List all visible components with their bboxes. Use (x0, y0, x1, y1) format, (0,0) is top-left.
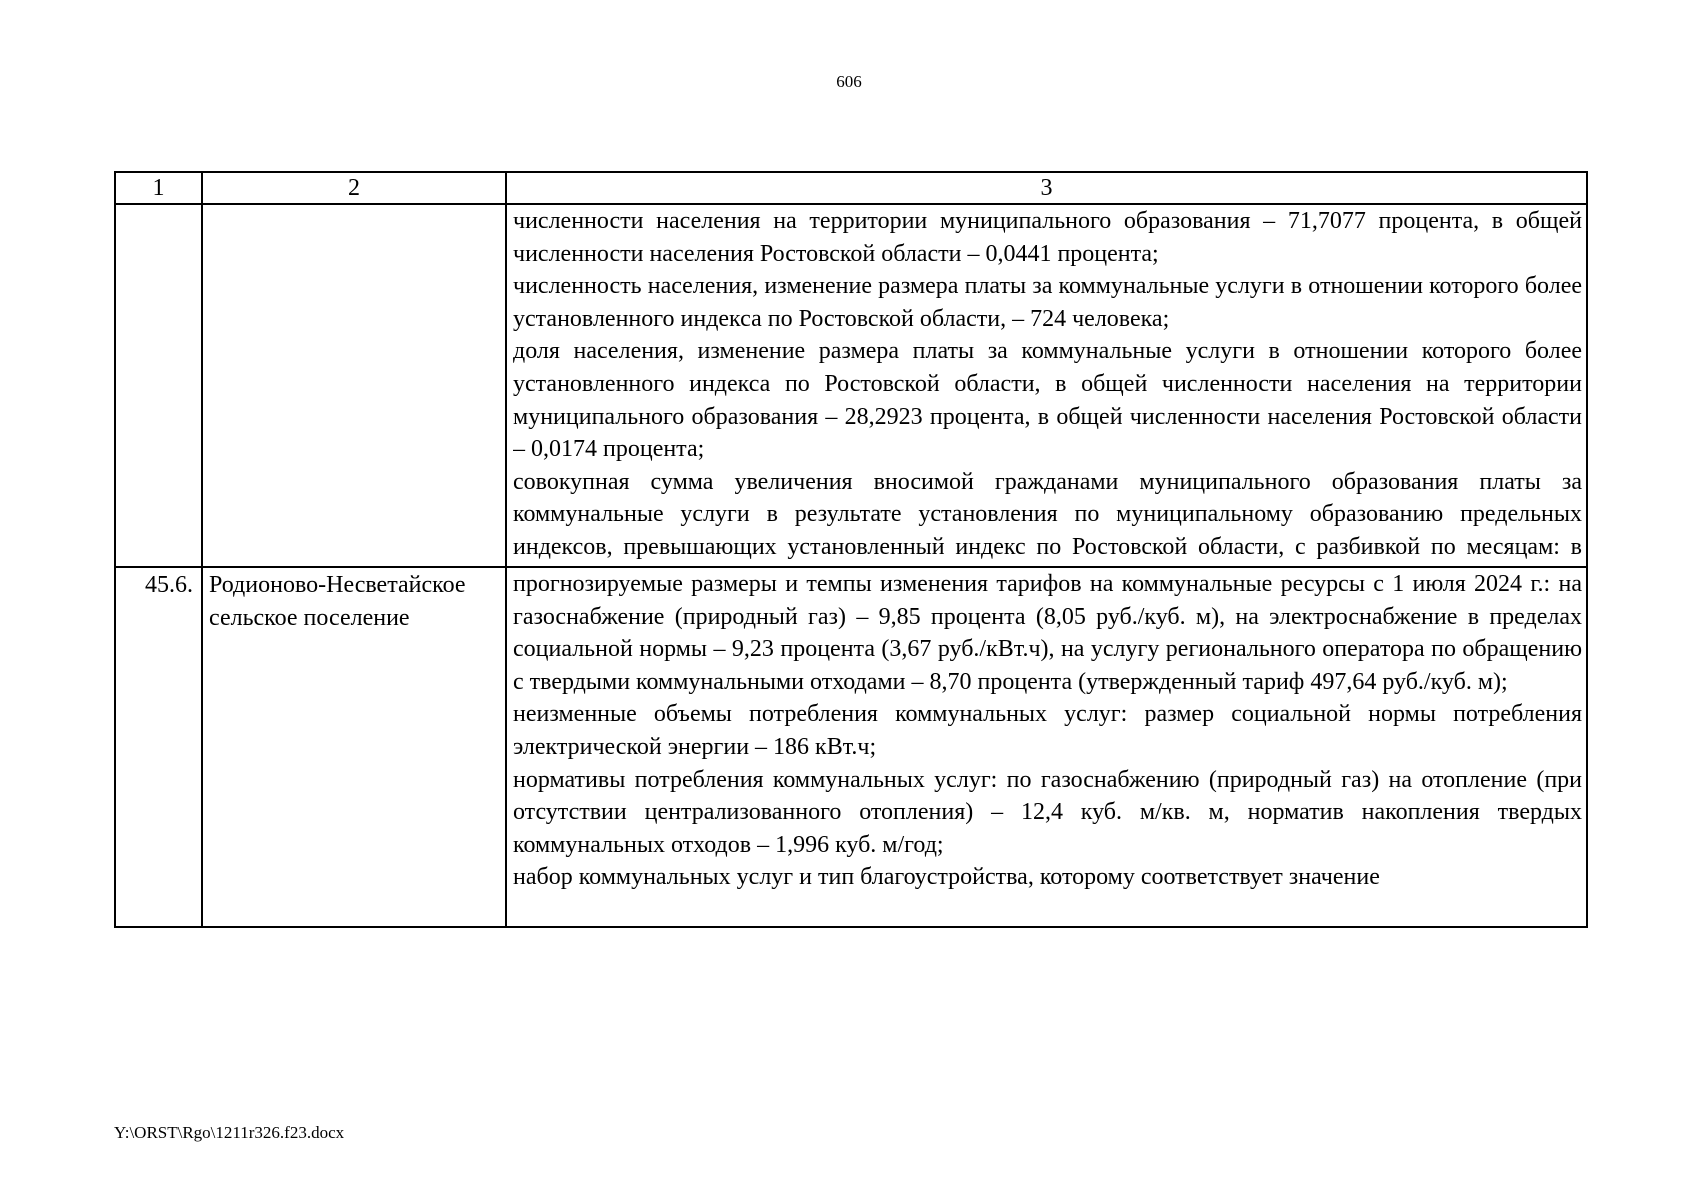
tariff-table (114, 171, 1588, 928)
page-number: 606 (836, 72, 862, 91)
description-paragraph: набор коммунальных услуг и тип благоустройства, которому соответствует значение (513, 864, 1380, 891)
description-content (513, 568, 1582, 926)
description-content (513, 205, 1582, 566)
settlement-name-cell (202, 204, 506, 567)
settlement-name-cell: Родионово-Несветайское сельское поселение (202, 567, 506, 927)
description-paragraph: доля населения, изменение размера платы за коммунальные услуги в отношении которого более установленного индекса по Ростовской области, в общей численности населения на территории муниципального образования – 28,2923 процента, в общей численности населения Ростовской области – 0,0174 процента; (513, 338, 1582, 463)
description-cell (506, 204, 1587, 567)
description-paragraph: нормативы потребления коммунальных услуг: по газоснабжению (природный газ) на отопление (при отсутствии централизованного отопления) – 12,4 куб. м/кв. м, норматив накопления твердых коммунальных отходов – 1,996 куб. м/год; (513, 766, 1582, 858)
description-paragraph: совокупная сумма увеличения вносимой гражданами муниципального образования платы за коммунальные услуги в результате установления по муниципальному образованию предельных индексов, превышающих установленный индекс по Ростовской области, с разбивкой по месяцам: в (513, 468, 1582, 560)
header-cell-1: 1 (115, 172, 202, 204)
header-cell-3: 3 (506, 172, 1587, 204)
table-header-row (115, 172, 1587, 204)
row-number-cell (115, 204, 202, 567)
description-paragraph: неизменные объемы потребления коммунальных услуг: размер социальной нормы потребления электрической энергии – 186 кВт.ч; (513, 701, 1582, 760)
header-cell-2: 2 (202, 172, 506, 204)
table-row (115, 567, 1587, 927)
table-row (115, 204, 1587, 567)
footer-file-path: Y:\ORST\Rgo\1211r326.f23.docx (114, 1123, 345, 1142)
row-number-cell: 45.6. (115, 567, 202, 927)
description-paragraph: численности населения на территории муниципального образования – 71,7077 процента, в общей численности населения Ростовской области – 0,0441 процента; (513, 208, 1582, 267)
description-paragraph: прогнозируемые размеры и темпы изменения тарифов на коммунальные ресурсы с 1 июля 2024 г.: на газоснабжение (природный газ) – 9,85 процента (8,05 руб./куб. м), на электроснабжение в пределах социальной нормы – 9,23 процента (3,67 руб./кВт.ч), на услугу регионального оператора по обращению с твердыми коммунальными отходами – 8,70 процента (утвержденный тариф 497,64 руб./куб. м); (513, 571, 1582, 695)
description-paragraph: численность населения, изменение размера платы за коммунальные услуги в отношении которого более установленного индекса по Ростовской области, – 724 человека; (513, 273, 1582, 332)
description-cell (506, 567, 1587, 927)
